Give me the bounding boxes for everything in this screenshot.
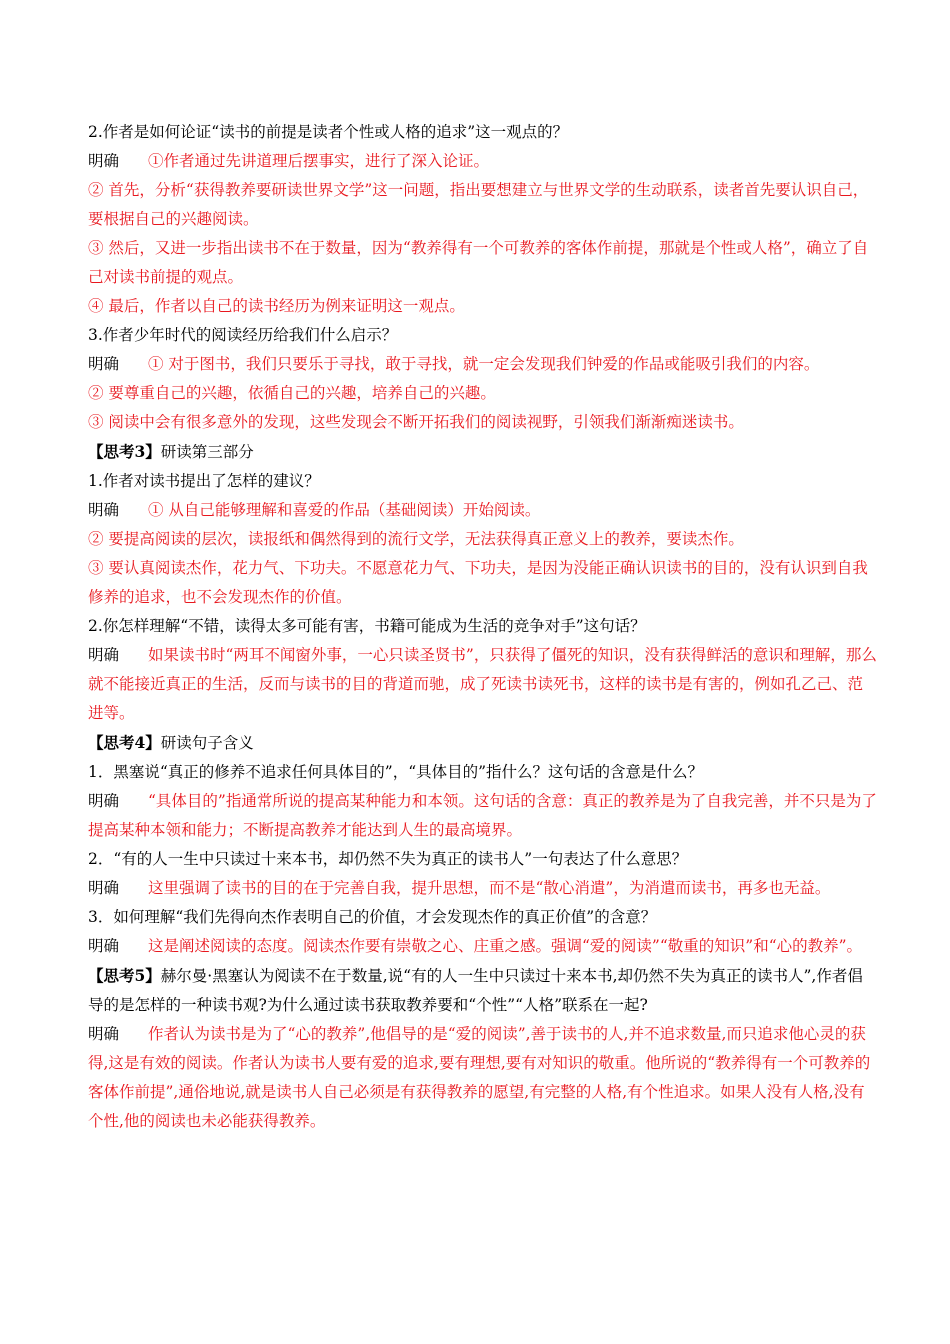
answer-2-point-2: ② 首先，分析“获得教养要研读世界文学”这一问题，指出要想建立与世界文学的生动联系，读者首先要认识自己，要根据自己的兴趣阅读。: [88, 181, 869, 228]
answer-3-2: [88, 641, 878, 728]
section-heading-think-5: [88, 961, 878, 1020]
answer-text: 作者认为读书是为了“心的教养”,他倡导的是“爱的阅读”,善于读书的人,并不追求数量,而只追求他心灵的获得,这是有效的阅读。作者认为读书人要有爱的追求,要有理想,要有对知识的敬重。他所说的“教养得有一个可教养的客体作前提”,通俗地说,就是读书人自己必须是有获得教养的愿望,有完整的人格,有个性追求。如果人没有人格,没有个性,他的阅读也未必能获得教养。: [88, 1025, 871, 1130]
section-title: 研读句子含义: [160, 734, 254, 752]
question-4-3: 3．如何理解“我们先得向杰作表明自己的价值，才会发现杰作的真正价值”的含意？: [88, 908, 657, 926]
section-bracket: 【思考5】: [88, 966, 161, 985]
answer-label: 明确: [88, 1025, 120, 1043]
question-3-2: 2.你怎样理解“不错，读得太多可能有害，书籍可能成为生活的竞争对手”这句话？: [88, 617, 646, 635]
answer-2-intro: [88, 147, 878, 176]
answer-4-2: [88, 874, 878, 903]
section-title: 赫尔曼·黑塞认为阅读不在于数量,说“有的人一生中只读过十来本书,却仍然不失为真正的读书人”,作者倡导的是怎样的一种读书观?为什么通过读书获取教养要和“个性”“人格”联系在一起?: [88, 967, 863, 1014]
question-3: 3.作者少年时代的阅读经历给我们什么启示？: [88, 326, 398, 344]
answer-3-1-point-1: [88, 496, 878, 525]
answer-text: 这里强调了读书的目的在于完善自我，提升思想，而不是“散心消遣”，为消遣而读书，再多也无益。: [148, 879, 831, 897]
answer-3-1-point-2: ② 要提高阅读的层次，读报纸和偶然得到的流行文学，无法获得真正意义上的教养，要读杰作。: [88, 530, 744, 548]
section-heading-think-3: [88, 437, 878, 467]
answer-3-1-point-3: ③ 要认真阅读杰作，花力气、下功夫。不愿意花力气、下功夫，是因为没能正确认识读书的目的，没有认识到自我修养的追求，也不会发现杰作的价值。: [88, 559, 868, 606]
document-body: [88, 118, 878, 1136]
answer-text: 这是阐述阅读的态度。阅读杰作要有崇敬之心、庄重之感。强调“爱的阅读”“敬重的知识”和“心的教养”。: [148, 937, 863, 955]
section-bracket: 【思考3】: [88, 442, 161, 461]
answer-3-point-3: ③ 阅读中会有很多意外的发现，这些发现会不断开拓我们的阅读视野，引领我们渐渐痴迷读书。: [88, 413, 744, 431]
answer-text: ① 从自己能够理解和喜爱的作品（基础阅读）开始阅读。: [148, 501, 541, 519]
answer-label: 明确: [88, 501, 120, 519]
answer-label: 明确: [88, 355, 120, 373]
answer-4-1: [88, 787, 878, 845]
answer-text: “具体目的”指通常所说的提高某种能力和本领。这句话的含意：真正的教养是为了自我完善，并不只是为了提高某种本领和能力；不断提高教养才能达到人生的最高境界。: [88, 792, 877, 839]
answer-2-point-4: ④ 最后，作者以自己的读书经历为例来证明这一观点。: [88, 297, 465, 315]
answer-3-point-1: [88, 350, 878, 379]
answer-label: 明确: [88, 937, 120, 955]
answer-label: 明确: [88, 646, 120, 664]
answer-3-point-2: ② 要尊重自己的兴趣，依循自己的兴趣，培养自己的兴趣。: [88, 384, 496, 402]
question-4-2: 2．“有的人一生中只读过十来本书，却仍然不失为真正的读书人”一句表达了什么意思？: [88, 850, 688, 868]
section-heading-think-4: [88, 728, 878, 758]
answer-label: 明确: [88, 879, 120, 897]
answer-4-3: [88, 932, 878, 961]
section-title: 研读第三部分: [160, 443, 254, 461]
section-bracket: 【思考4】: [88, 733, 161, 752]
question-4-1: 1．黑塞说“真正的修养不追求任何具体目的”，“具体目的”指什么？这句话的含意是什么？: [88, 763, 704, 781]
answer-text: ①作者通过先讲道理后摆事实，进行了深入论证。: [148, 152, 490, 170]
answer-label: 明确: [88, 152, 120, 170]
answer-5: [88, 1020, 878, 1136]
answer-text: 如果读书时“两耳不闻窗外事，一心只读圣贤书”，只获得了僵死的知识，没有获得鲜活的意识和理解，那么就不能接近真正的生活，反而与读书的目的背道而驰，成了死读书读死书，这样的读书是有害的，例如孔乙己、范进等。: [88, 646, 877, 722]
answer-2-point-3: ③ 然后，又进一步指出读书不在于数量，因为“教养得有一个可教养的客体作前提，那就是个性或人格”，确立了自己对读书前提的观点。: [88, 239, 869, 286]
answer-text: ① 对于图书，我们只要乐于寻找，敢于寻找，就一定会发现我们钟爱的作品或能吸引我们的内容。: [148, 355, 820, 373]
question-2: 2.作者是如何论证“读书的前提是读者个性或人格的追求”这一观点的？: [88, 123, 569, 141]
question-3-1: 1.作者对读书提出了怎样的建议？: [88, 472, 320, 490]
answer-label: 明确: [88, 792, 120, 810]
